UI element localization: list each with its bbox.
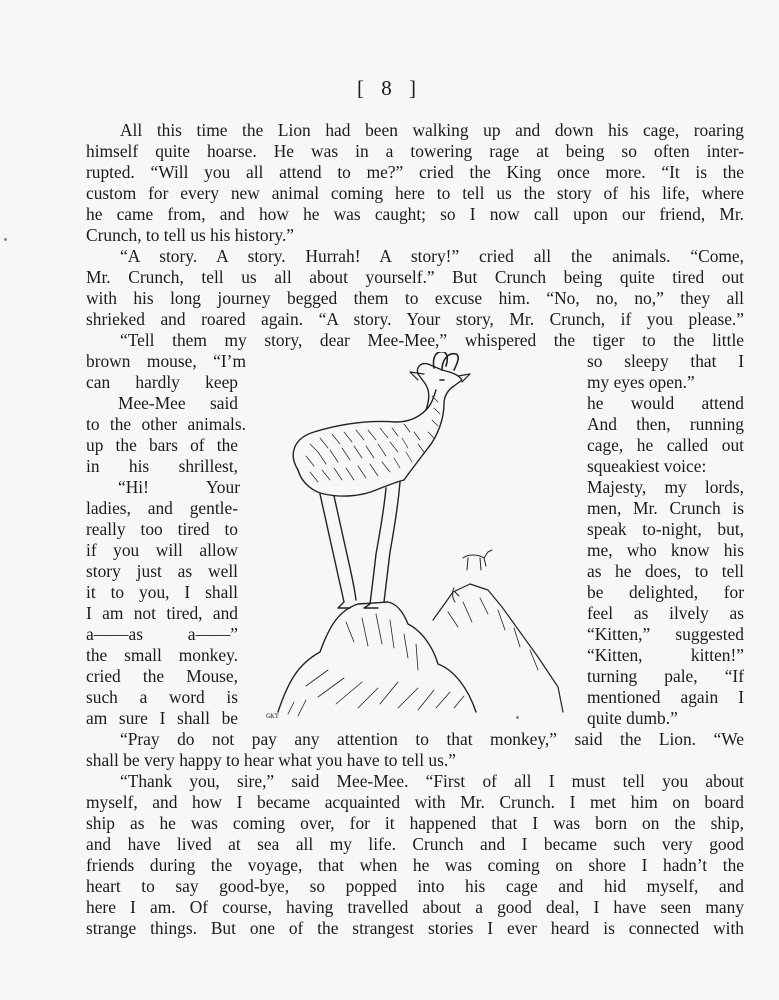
- text-line: himself quite hoarse. He was in a towering rage at being so often inter-: [86, 141, 744, 161]
- right-column-line: my eyes open.”: [587, 372, 695, 392]
- page-number: [ 8 ]: [357, 76, 422, 100]
- text-line: All this time the Lion had been walking up and down his cage, roaring: [120, 120, 744, 140]
- right-column-line: Majesty, my lords,: [587, 477, 744, 497]
- text-line: “Thank you, sire,” said Mee-Mee. “First of all I must tell you about: [120, 771, 744, 791]
- right-column-line: “Kitten,” suggested: [587, 624, 744, 644]
- text-line: heart to say good-bye, so popped into his cage and hid myself, and: [86, 876, 744, 896]
- right-column-line: he would attend: [587, 393, 744, 413]
- text-line: myself, and how I became acquainted with Mr. Crunch. I met him on board: [86, 792, 744, 812]
- text-line: “Tell them my story, dear Mee-Mee,” whispered the tiger to the little: [120, 330, 744, 350]
- paper-speck: [516, 716, 519, 719]
- text-line: “Pray do not pay any attention to that monkey,” said the Lion. “We: [120, 729, 744, 749]
- left-column-line: up the bars of the: [86, 435, 238, 455]
- text-line: rupted. “Will you all attend to me?” cried the King once more. “It is the: [86, 162, 744, 182]
- right-column-line: as he does, to tell: [587, 561, 744, 581]
- right-column-line: quite dumb.”: [587, 708, 678, 728]
- text-line: ship as he was coming over, for it happened that I was born on the ship,: [86, 813, 744, 833]
- text-line: here I am. Of course, having travelled about a good deal, I have seen many: [86, 897, 744, 917]
- left-column-line: I am not tired, and: [86, 603, 238, 623]
- text-line: shall be very happy to hear what you have to tell us.”: [86, 750, 456, 770]
- left-column-line: ladies, and gentle-: [86, 498, 238, 518]
- left-column-line: can hardly keep: [86, 372, 238, 392]
- right-column-line: squeakiest voice:: [587, 456, 707, 476]
- left-column-line: such a word is: [86, 687, 238, 707]
- left-column-line: “Hi! Your: [118, 477, 240, 497]
- left-column-line: story just as well: [86, 561, 238, 581]
- text-line: “A story. A story. Hurrah! A story!” cried all the animals. “Come,: [120, 246, 744, 266]
- text-line: strange things. But one of the strangest stories I ever heard is connected with: [86, 918, 744, 938]
- right-column-line: “Kitten, kitten!”: [587, 645, 744, 665]
- right-column-line: me, who know his: [587, 540, 744, 560]
- left-column-line: if you will allow: [86, 540, 238, 560]
- right-column-line: be delighted, for: [587, 582, 744, 602]
- text-line: and have lived at sea all my life. Crunch and I became such very good: [86, 834, 744, 854]
- left-column-line: the small monkey.: [86, 645, 238, 665]
- right-column-line: so sleepy that I: [587, 351, 744, 371]
- text-line: friends during the voyage, that when he was coming on shore I hadn’t the: [86, 855, 744, 875]
- right-column-line: turning pale, “If: [587, 666, 744, 686]
- text-line: custom for every new animal coming here to tell us the story of his life, where: [86, 183, 744, 203]
- right-column-line: feel as ilvely as: [587, 603, 744, 623]
- right-column-line: speak to-night, but,: [587, 519, 744, 539]
- right-column-line: And then, running: [587, 414, 744, 434]
- chamois-illustration: [258, 352, 578, 724]
- text-line: he came from, and how he was caught; so I now call upon our friend, Mr.: [86, 204, 744, 224]
- right-column-line: mentioned again I: [587, 687, 744, 707]
- text-line: Mr. Crunch, tell us all about yourself.” But Crunch being quite tired out: [86, 267, 744, 287]
- right-column-line: cage, he called out: [587, 435, 744, 455]
- left-column-line: a——as a——”: [86, 624, 238, 644]
- left-column-line: in his shrillest,: [86, 456, 238, 476]
- text-line: shrieked and roared again. “A story. Your story, Mr. Crunch, if you please.”: [86, 309, 744, 329]
- text-line: Crunch, to tell us his history.”: [86, 225, 295, 245]
- left-column-line: it to you, I shall: [86, 582, 238, 602]
- right-column-line: men, Mr. Crunch is: [587, 498, 744, 518]
- left-column-line: am sure I shall be: [86, 708, 238, 728]
- left-column-line: brown mouse, “I’m: [86, 351, 246, 371]
- left-column-line: Mee-Mee said: [118, 393, 238, 413]
- artist-signature: ɢᴋᴛ: [266, 710, 279, 720]
- left-column-line: really too tired to: [86, 519, 238, 539]
- left-column-line: to the other animals.: [86, 414, 246, 434]
- left-column-line: cried the Mouse,: [86, 666, 238, 686]
- text-line: with his long journey begged them to excuse him. “No, no, no,” they all: [86, 288, 744, 308]
- paper-speck: [4, 238, 7, 241]
